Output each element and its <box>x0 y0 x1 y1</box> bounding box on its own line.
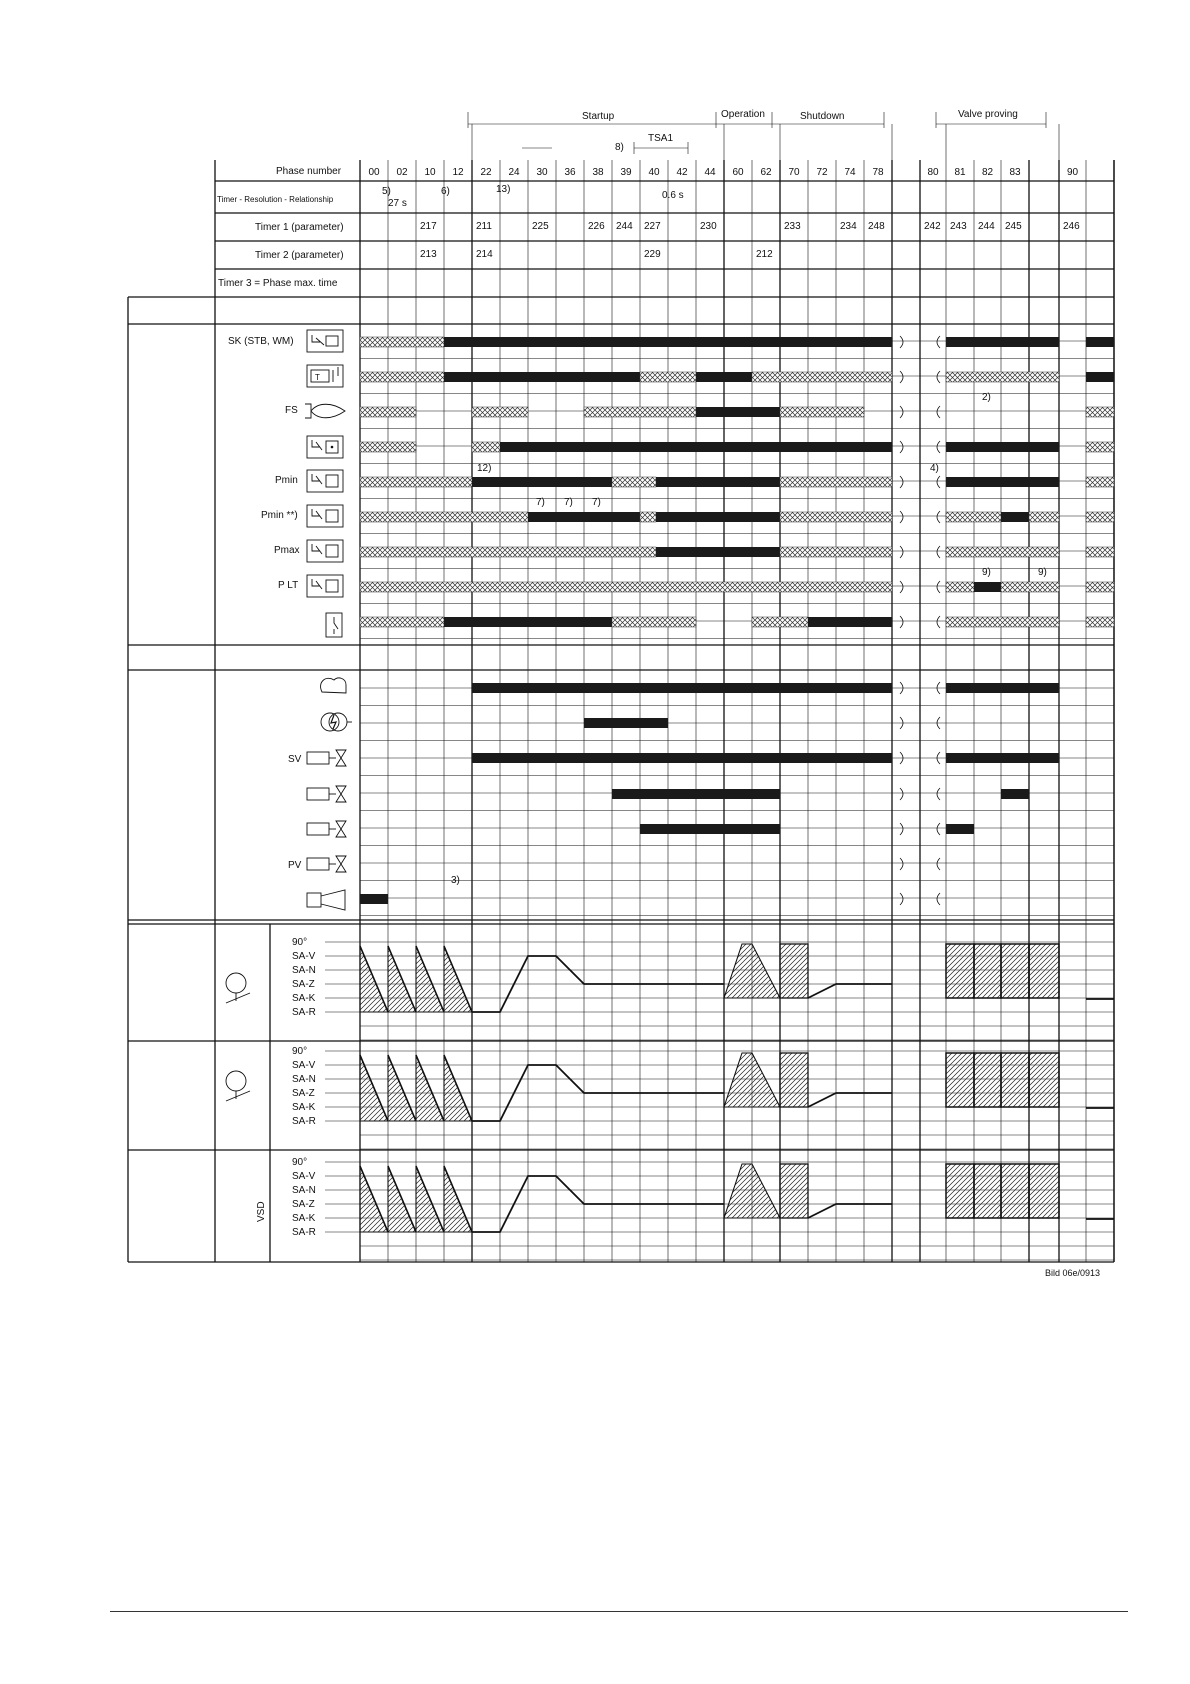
act3-valve-proving-block-1 <box>974 1164 1001 1218</box>
act3-valve-proving-block-0 <box>946 1164 974 1218</box>
phase-39: 39 <box>620 167 632 178</box>
row-label-resolution: Timer - Resolution - Relationship <box>217 195 334 204</box>
timer1-82: 244 <box>978 221 995 232</box>
sk-on <box>444 337 892 347</box>
pmin2-vp3 <box>1029 512 1059 522</box>
act1-valve-proving-block-1 <box>974 944 1001 998</box>
sk-90 <box>1086 337 1114 347</box>
cs-90 <box>1086 617 1114 627</box>
group-operation-label: Operation <box>721 109 765 120</box>
figure-reference: Bild 06e/0913 <box>1045 1268 1101 1278</box>
group-startup-label: Startup <box>582 111 615 122</box>
input-labels <box>228 330 345 637</box>
res-02-a: 5) <box>382 186 391 197</box>
fs-e <box>780 407 864 417</box>
cs-c <box>612 617 696 627</box>
plt-vp3 <box>1001 582 1059 592</box>
tr-vp <box>946 372 1059 382</box>
phase-81: 81 <box>954 167 966 178</box>
phase-90: 90 <box>1066 167 1079 178</box>
phase-22: 22 <box>480 167 492 178</box>
vsd-label: VSD <box>256 1201 267 1222</box>
output-labels <box>288 678 352 910</box>
phase-62: 62 <box>760 167 772 178</box>
cs-d <box>752 617 808 627</box>
phase-60: 60 <box>732 167 744 178</box>
plt-90 <box>1086 582 1114 592</box>
pmax-vp <box>946 547 1059 557</box>
fs-d <box>696 407 780 417</box>
act2-level-5: SA-R <box>292 1116 316 1127</box>
cs-a <box>360 617 444 627</box>
footnote-markers <box>451 392 1047 886</box>
note-12: 12) <box>477 463 492 474</box>
act1-shutdown-block <box>780 944 808 998</box>
tr-90 <box>1086 372 1114 382</box>
act2-valve-proving-block-1 <box>974 1053 1001 1107</box>
act3-valve-proving-block-2 <box>1001 1164 1029 1218</box>
timer1-44: 230 <box>700 221 717 232</box>
res-42: 0.6 s <box>662 190 684 201</box>
ps-90 <box>1086 442 1114 452</box>
ps-c <box>500 442 892 452</box>
pmin2-vp2 <box>1001 512 1029 522</box>
safety-valve-icon <box>307 750 346 766</box>
note-4: 4) <box>930 463 939 474</box>
timer1-22: 211 <box>476 221 492 232</box>
pmin-90 <box>1086 477 1114 487</box>
act3-level-0: 90° <box>292 1157 308 1168</box>
phase-30: 30 <box>536 167 548 178</box>
pressure-switch-min2-icon <box>307 505 343 527</box>
pressure-switch-min-icon <box>307 470 343 492</box>
act1-level-5: SA-R <box>292 1007 316 1018</box>
tsa1-note: 8) <box>615 142 624 153</box>
timer1-78: 248 <box>868 221 885 232</box>
output-label-sv: SV <box>288 754 302 765</box>
phase-44: 44 <box>704 167 716 178</box>
fuel-valve-2-icon <box>307 821 346 837</box>
pmax-b <box>656 547 780 557</box>
tr-d <box>696 372 752 382</box>
phase-78: 78 <box>872 167 884 178</box>
tr-b <box>444 372 640 382</box>
ignition-transformer-icon <box>321 713 352 731</box>
act2-shutdown-block <box>780 1053 808 1107</box>
act1-operation-modulation <box>724 944 780 998</box>
act2-valve-proving-block-0 <box>946 1053 974 1107</box>
row-label-timer2: Timer 2 (parameter) <box>255 250 344 261</box>
pmin-a <box>360 477 472 487</box>
pmin2-c <box>640 512 656 522</box>
ps-a <box>360 442 416 452</box>
svg-text:T: T <box>315 373 320 382</box>
plt-vp2 <box>974 582 1001 592</box>
note-9b: 9) <box>1038 567 1047 578</box>
alarm-on <box>360 894 388 904</box>
input-label-fs: FS <box>285 405 298 416</box>
phase-38: 38 <box>592 167 604 178</box>
alarm-horn-icon <box>307 890 345 910</box>
tr-a <box>360 372 444 382</box>
fs-a <box>360 407 416 417</box>
ps-b <box>472 442 500 452</box>
timer1-10: 217 <box>420 221 437 232</box>
phase-12: 12 <box>452 167 464 178</box>
phase-36: 36 <box>564 167 576 178</box>
act2-level-1: SA-V <box>292 1060 316 1071</box>
pmin2-a <box>360 512 528 522</box>
timer1-74: 234 <box>840 221 857 232</box>
input-signal-bars <box>360 336 1114 628</box>
act2-level-3: SA-Z <box>292 1088 315 1099</box>
pmin-vp <box>946 477 1059 487</box>
pressure-switch-icon <box>307 436 343 458</box>
group-startup <box>468 111 716 128</box>
group-shutdown <box>772 111 884 128</box>
act2-level-4: SA-K <box>292 1102 316 1113</box>
parameter-table <box>217 166 1080 289</box>
pmin-b <box>472 477 612 487</box>
phase-40: 40 <box>648 167 660 178</box>
phase-74: 74 <box>844 167 856 178</box>
timer1-40: 227 <box>644 221 661 232</box>
act2-valve-proving-block-3 <box>1029 1053 1059 1107</box>
row-label-phase: Phase number <box>276 166 342 177</box>
pilot-valve-icon <box>307 856 346 872</box>
act2-operation-modulation <box>724 1053 780 1107</box>
v1-on <box>612 789 780 799</box>
act1-level-4: SA-K <box>292 993 316 1004</box>
pmax-90 <box>1086 547 1114 557</box>
timer1-90: 246 <box>1063 221 1080 232</box>
timer1-39: 244 <box>616 221 633 232</box>
tsa1-marker <box>522 133 688 154</box>
group-valve-proving-label: Valve proving <box>958 109 1018 120</box>
act2-level-0: 90° <box>292 1046 308 1057</box>
pressure-switch-max-icon <box>307 540 343 562</box>
ps-vp <box>946 442 1059 452</box>
sv-on <box>472 753 892 763</box>
act3-shutdown-block <box>780 1164 808 1218</box>
phase-10: 10 <box>424 167 436 178</box>
pmax-c <box>780 547 892 557</box>
timer2-row <box>420 249 773 260</box>
res-12: 6) <box>441 186 450 197</box>
actuator-1-icon <box>226 973 250 1003</box>
timer2-62: 212 <box>756 249 773 260</box>
timer1-30: 225 <box>532 221 549 232</box>
timer1-83: 245 <box>1005 221 1022 232</box>
ignition-on <box>584 718 668 728</box>
res-02-b: 27 s <box>388 198 407 209</box>
act3-level-5: SA-R <box>292 1227 316 1238</box>
phase-72: 72 <box>816 167 828 178</box>
act2-valve-proving-block-2 <box>1001 1053 1029 1107</box>
phase-70: 70 <box>788 167 800 178</box>
timer1-70: 233 <box>784 221 801 232</box>
pmin2-d <box>656 512 780 522</box>
act2-level-2: SA-N <box>292 1074 316 1085</box>
fs-c <box>584 407 696 417</box>
phase-00: 00 <box>368 167 380 178</box>
group-operation <box>716 109 772 128</box>
flame-signal-icon <box>305 404 345 418</box>
phase-80: 80 <box>927 167 939 178</box>
actuator-2-icon <box>226 1071 250 1101</box>
fan-icon <box>321 678 346 693</box>
note-7a: 7) <box>536 497 545 508</box>
phase-group-headers <box>468 109 1046 154</box>
timer2-40: 229 <box>644 249 661 260</box>
input-label-pmin: Pmin <box>275 475 298 486</box>
note-7c: 7) <box>592 497 601 508</box>
phase-02: 02 <box>396 167 408 178</box>
act3-level-1: SA-V <box>292 1171 316 1182</box>
fan-on <box>472 683 892 693</box>
input-label-sk: SK (STB, WM) <box>228 336 294 347</box>
input-label-plt: P LT <box>278 580 299 591</box>
tsa1-label: TSA1 <box>648 133 674 144</box>
row-label-timer3: Timer 3 = Phase max. time <box>218 278 338 289</box>
input-label-pmax: Pmax <box>274 545 300 556</box>
act3-level-4: SA-K <box>292 1213 316 1224</box>
v2-vp <box>946 824 974 834</box>
act1-valve-proving-block-2 <box>1001 944 1029 998</box>
act1-level-3: SA-Z <box>292 979 315 990</box>
pmax-a <box>360 547 656 557</box>
pmin-e <box>780 477 892 487</box>
fs-b <box>472 407 528 417</box>
timer1-80: 242 <box>924 221 941 232</box>
act1-level-1: SA-V <box>292 951 316 962</box>
pressure-switch-lt-icon <box>307 575 343 597</box>
v1-vp <box>1001 789 1029 799</box>
row-label-timer1: Timer 1 (parameter) <box>255 222 344 233</box>
timer1-38: 226 <box>588 221 605 232</box>
phase-82: 82 <box>981 167 994 178</box>
timer1-row <box>420 221 1080 232</box>
pmin2-90 <box>1086 512 1114 522</box>
cs-e <box>808 617 892 627</box>
input-label-pmin2: Pmin **) <box>261 510 298 521</box>
cs-vp <box>946 617 1059 627</box>
phase-42: 42 <box>676 167 688 178</box>
page-footer-rule <box>110 1611 1128 1612</box>
resolution-row <box>382 184 684 209</box>
sk-off <box>360 337 444 347</box>
plt-vp1 <box>946 582 974 592</box>
actuator-section <box>128 924 1114 1262</box>
pmin-d <box>656 477 780 487</box>
contact-switch-icon <box>326 613 342 637</box>
act1-valve-proving-block-0 <box>946 944 974 998</box>
safety-loop-switch-icon <box>307 330 343 352</box>
act3-level-3: SA-Z <box>292 1199 315 1210</box>
group-shutdown-label: Shutdown <box>800 111 845 122</box>
sv-vp <box>946 753 1059 763</box>
cs-b <box>444 617 612 627</box>
act3-valve-proving-block-3 <box>1029 1164 1059 1218</box>
note-3: 3) <box>451 875 460 886</box>
sk-vp <box>946 337 1059 347</box>
output-label-pv: PV <box>288 860 302 871</box>
v2-on <box>640 824 780 834</box>
timer2-22: 214 <box>476 249 493 260</box>
note-2: 2) <box>982 392 991 403</box>
group-valve-proving <box>936 109 1046 128</box>
pmin2-e <box>780 512 892 522</box>
tr-e <box>752 372 892 382</box>
note-7b: 7) <box>564 497 573 508</box>
fs-90 <box>1086 407 1114 417</box>
timer1-81: 243 <box>950 221 967 232</box>
act3-operation-modulation <box>724 1164 780 1218</box>
res-24: 13) <box>496 184 511 195</box>
phase-83: 83 <box>1009 167 1021 178</box>
act1-level-2: SA-N <box>292 965 316 976</box>
phase-24: 24 <box>508 167 520 178</box>
plt-a <box>360 582 892 592</box>
act1-level-0: 90° <box>292 937 308 948</box>
fan-vp <box>946 683 1059 693</box>
output-signal-bars <box>360 682 1059 905</box>
timer2-10: 213 <box>420 249 437 260</box>
pmin2-vp1 <box>946 512 1001 522</box>
fuel-valve-1-icon <box>307 786 346 802</box>
pmin-c <box>612 477 656 487</box>
act1-valve-proving-block-3 <box>1029 944 1059 998</box>
time-relay-icon <box>307 365 343 387</box>
act3-level-2: SA-N <box>292 1185 316 1196</box>
note-9a: 9) <box>982 567 991 578</box>
pmin2-b <box>528 512 640 522</box>
tr-c <box>640 372 696 382</box>
